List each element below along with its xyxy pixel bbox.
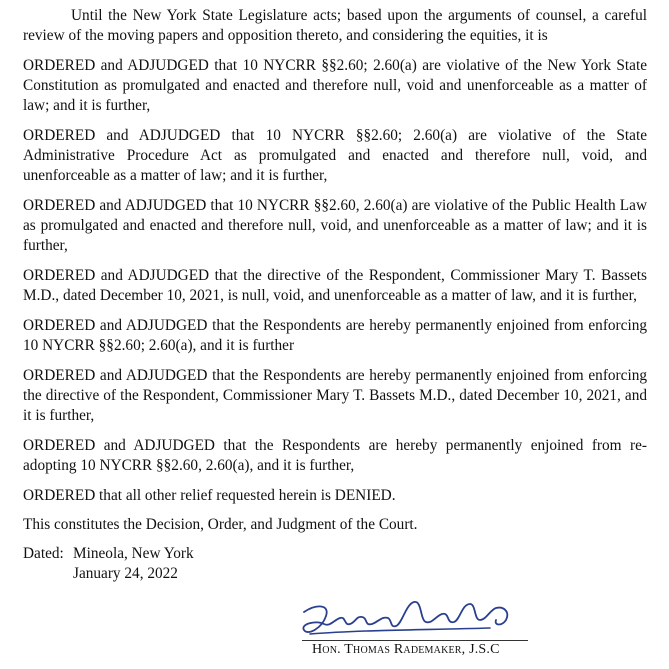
order-paragraph-5: ORDERED and ADJUDGED that the Respondents are hereby permanently enjoined from enforcing 10 NYCRR §§2.60; 2.60(a), and it is further bbox=[23, 317, 647, 354]
order-paragraph-2: ORDERED and ADJUDGED that 10 NYCRR §§2.60; 2.60(a) are violative of the State Administrative Procedure Act as promulgated and enacted and therefore null, void, and unenforceable as a matter of law; and it is further, bbox=[23, 127, 647, 184]
signature-stroke bbox=[303, 602, 507, 632]
dated-date: January 24, 2022 bbox=[73, 565, 178, 582]
dated-lines bbox=[73, 544, 194, 584]
order-paragraph-6: ORDERED and ADJUDGED that the Respondents are hereby permanently enjoined from enforcing the directive of the Respondent, Commissioner Mary T. Bassets M.D., dated December 10, 2021, and it is further, bbox=[23, 367, 647, 424]
order-paragraph-3: ORDERED and ADJUDGED that 10 NYCRR §§2.60, 2.60(a) are violative of the Public Health Law as promulgated and enacted and therefore null, void, and unenforceable as a matter of law; and it is further, bbox=[23, 197, 647, 254]
order-paragraph-7: ORDERED and ADJUDGED that the Respondents are hereby permanently enjoined from re-adopting 10 NYCRR §§2.60, 2.60(a), and it is further, bbox=[23, 437, 647, 474]
signature-underline-stroke bbox=[310, 628, 490, 634]
order-paragraph-4: ORDERED and ADJUDGED that the directive of the Respondent, Commissioner Mary T. Bassets M.D., dated December 10, 2021, is null, void, and unenforceable as a matter of law, and it is further, bbox=[23, 267, 647, 304]
order-paragraph-1: ORDERED and ADJUDGED that 10 NYCRR §§2.60; 2.60(a) are violative of the New York State Constitution as promulgated and enacted and therefore null, void and unenforceable as a matter of law; and it is further, bbox=[23, 57, 647, 114]
signature-block bbox=[290, 590, 540, 662]
handwritten-signature bbox=[290, 590, 540, 646]
dated-label: Dated: bbox=[23, 545, 64, 562]
intro-paragraph: Until the New York State Legislature acts; based upon the arguments of counsel, a careful review of the moving papers and opposition thereto, and considering the equities, it is bbox=[23, 7, 647, 44]
judge-name: Hon. Thomas Rademaker, J.S.C bbox=[312, 642, 500, 657]
signature-line bbox=[302, 640, 528, 641]
closing-statement: This constitutes the Decision, Order, and Judgment of the Court. bbox=[23, 516, 418, 533]
dated-block bbox=[23, 544, 647, 584]
order-paragraph-8: ORDERED that all other relief requested herein is DENIED. bbox=[23, 487, 396, 504]
dated-place: Mineola, New York bbox=[73, 545, 194, 562]
court-order-page bbox=[23, 6, 647, 584]
